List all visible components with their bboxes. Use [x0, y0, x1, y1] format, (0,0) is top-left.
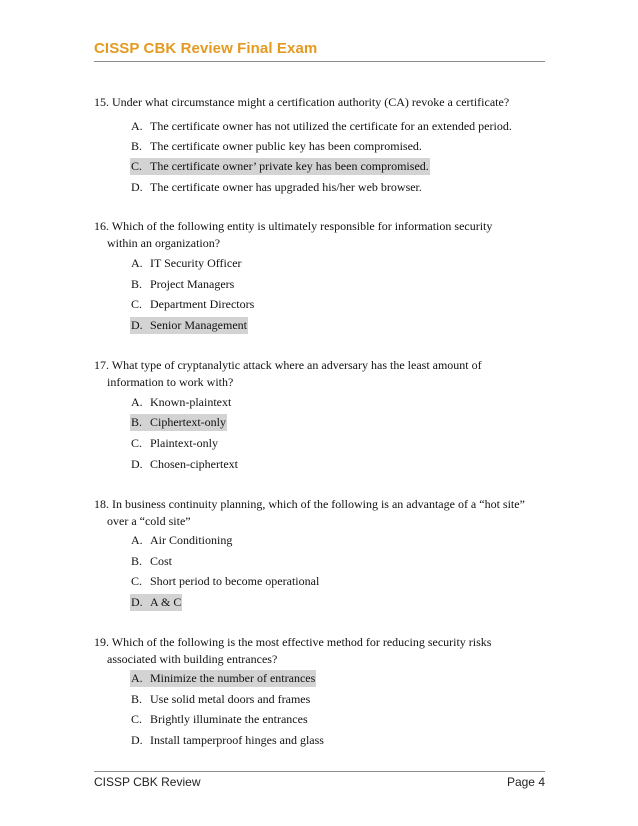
question-17-option-a: A. Known-plaintext [131, 395, 232, 409]
question-18 [94, 496, 554, 530]
question-16-option-c: C. Department Directors [131, 297, 255, 311]
question-19-option-d: D. Install tamperproof hinges and glass [131, 733, 324, 747]
question-15-option-b: B. The certificate owner public key has been compromised. [131, 139, 422, 153]
question-number: 15. [94, 95, 109, 109]
question-15-option-d: D. The certificate owner has upgraded his/her web browser. [131, 180, 422, 194]
question-15-option-c-answer: C. The certificate owner’ private key has been compromised. [131, 159, 429, 173]
question-17-option-d: D. Chosen-ciphertext [131, 457, 238, 471]
question-number: 16. [94, 219, 109, 233]
question-text-continued: information to work with? [107, 375, 234, 389]
question-text-continued: over a “cold site” [107, 514, 191, 528]
question-17-option-c: C. Plaintext-only [131, 436, 218, 450]
question-18-option-b: B. Cost [131, 554, 173, 568]
question-18-option-d-answer: D. A & C [131, 595, 182, 609]
header-divider [94, 61, 545, 62]
question-17 [94, 357, 554, 391]
question-19-option-a-answer: A. Minimize the number of entrances [131, 671, 316, 685]
question-17-option-b-answer: B. Ciphertext-only [131, 415, 226, 429]
question-text: Under what circumstance might a certification authority (CA) revoke a certificate? [112, 95, 510, 109]
question-16 [94, 218, 554, 252]
question-16-option-d-answer: D. Senior Management [131, 318, 247, 332]
question-number: 19. [94, 635, 109, 649]
question-15 [94, 94, 554, 111]
page-number: Page 4 [506, 775, 545, 789]
question-19 [94, 634, 554, 668]
question-18-option-a: A. Air Conditioning [131, 533, 233, 547]
question-number: 17. [94, 358, 109, 372]
question-18-option-c: C. Short period to become operational [131, 574, 320, 588]
question-text: What type of cryptanalytic attack where an adversary has the least amount of [111, 358, 482, 372]
question-text: Which of the following is the most effective method for reducing security risks [111, 635, 492, 649]
question-text: In business continuity planning, which of the following is an advantage of a “hot site” [112, 497, 525, 511]
question-19-option-b: B. Use solid metal doors and frames [131, 692, 311, 706]
question-15-option-a: A. The certificate owner has not utilized the certificate for an extended period. [131, 119, 512, 133]
footer-title: CISSP CBK Review [94, 775, 201, 789]
question-text-continued: within an organization? [107, 236, 221, 250]
question-16-option-b: B. Project Managers [131, 277, 235, 291]
page-header-title: CISSP CBK Review Final Exam [94, 40, 318, 57]
question-number: 18. [94, 497, 109, 511]
question-19-option-c: C. Brightly illuminate the entrances [131, 712, 308, 726]
question-16-option-a: A. IT Security Officer [131, 256, 242, 270]
question-text-continued: associated with building entrances? [107, 652, 278, 666]
question-text: Which of the following entity is ultimately responsible for information security [111, 219, 493, 233]
footer-divider [94, 771, 545, 772]
